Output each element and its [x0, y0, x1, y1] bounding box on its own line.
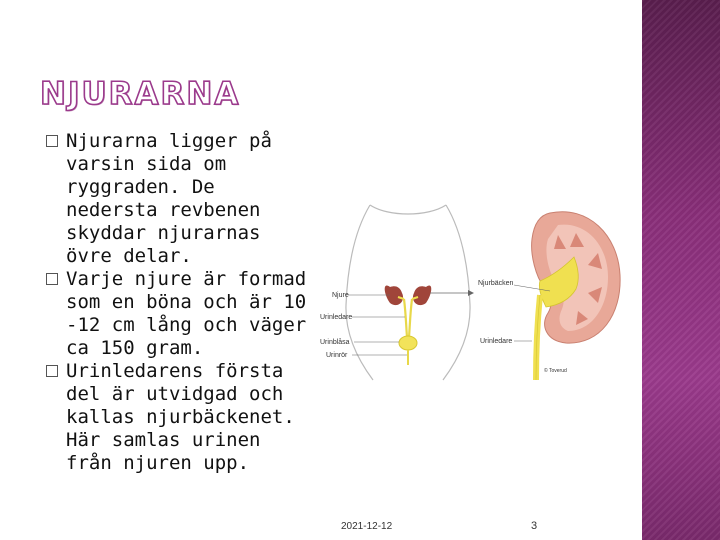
page-number: 3	[531, 520, 538, 532]
kidney-right-icon	[412, 286, 431, 306]
label-njure: Njure	[332, 292, 349, 299]
footer-date: 2021-12-12	[341, 521, 393, 532]
bullet-list	[46, 130, 311, 475]
bullet-box-icon	[46, 365, 58, 377]
bullet-text: Njurarna ligger på varsin sida om ryggraden. De nedersta revbenen skyddar njurarnas övre delar.	[66, 130, 272, 267]
bladder-icon	[399, 336, 417, 350]
bullet-item	[46, 360, 311, 475]
decorative-side-bar	[642, 0, 720, 540]
label-copyright: © Toverud	[544, 368, 567, 374]
kidney-cross-section-icon	[532, 212, 621, 380]
kidney-anatomy-illustration	[318, 195, 638, 385]
bullet-box-icon	[46, 273, 58, 285]
label-urinledare-right: Urinledare	[480, 338, 513, 345]
bullet-text: Urinledarens första del är utvidgad och kallas njurbäckenet. Här samlas urinen från njuren upp.	[66, 360, 295, 474]
kidney-left-icon	[385, 286, 404, 306]
arrow-head-icon	[468, 290, 474, 296]
slide-title: NJURARNA	[40, 76, 241, 112]
label-urinblasa: Urinblåsa	[320, 339, 350, 346]
label-njurbacken: Njurbäcken	[478, 280, 514, 287]
label-urinror: Urinrör	[326, 352, 348, 359]
ureters	[404, 299, 412, 337]
bullet-item	[46, 268, 311, 360]
label-urinledare-left: Urinledare	[320, 314, 353, 321]
bullet-box-icon	[46, 135, 58, 147]
bullet-text: Varje njure är formad som en böna och är 10 -12 cm lång och väger ca 150 gram.	[66, 268, 307, 359]
bullet-item	[46, 130, 311, 268]
